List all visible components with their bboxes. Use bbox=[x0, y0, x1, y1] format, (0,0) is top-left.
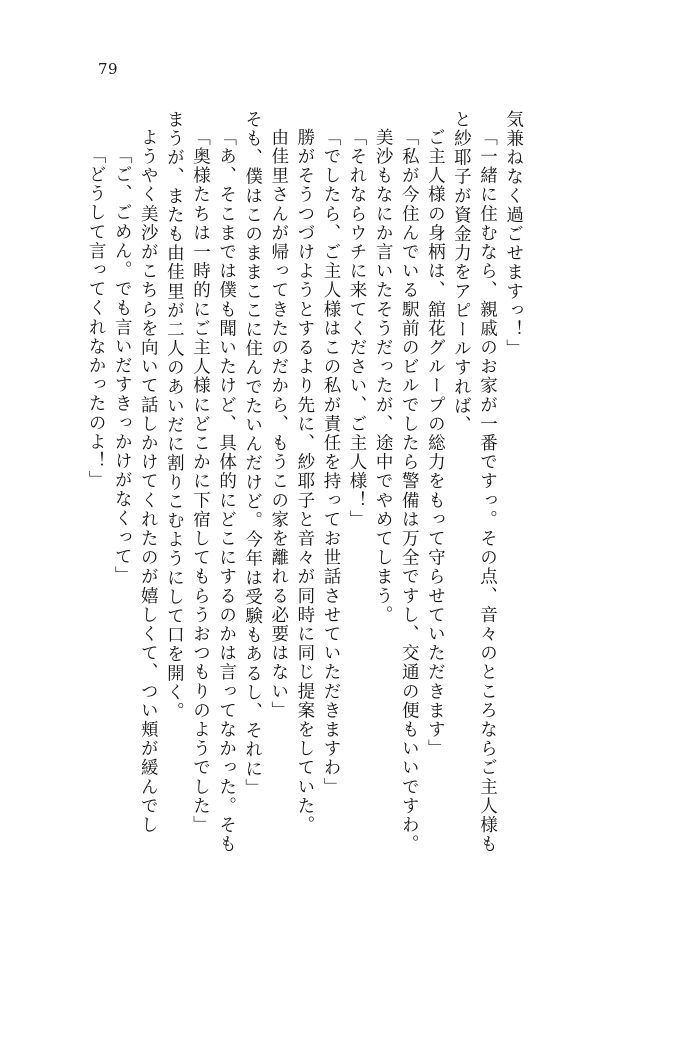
text-line: 「でしたら、ご主人様はこの私が責任を持ってお世話させていただきますわ」 bbox=[320, 128, 341, 797]
text-line: 「私が今住んでいる駅前のビルでしたら警備は万全ですし、交通の便もいいですわ。 bbox=[399, 128, 420, 854]
text-line: 「奥様たちは一時的にご主人様にどこかに下宿してもらうおつもりのようでした」 bbox=[190, 128, 211, 835]
text-line: 「ご、ごめん。でも言いだすきっかけがなくって」 bbox=[112, 146, 133, 586]
text-line: ご主人様の身柄は、舘花グループの総力をもって守らせていただきます」 bbox=[425, 128, 446, 759]
page-number: 79 bbox=[98, 60, 119, 78]
text-line: そも、僕はこのままここに住んでたいんだけど。今年は受験もあるし、それに」 bbox=[242, 110, 263, 798]
text-line: 「どうして言ってくれなかったのよ！」 bbox=[86, 146, 107, 490]
text-line: 「一緒に住むなら、親戚のお家が一番ですっ。その点、音々のところならご主人様も bbox=[477, 128, 498, 854]
text-line: ようやく美沙がこちらを向いて話しかけてくれたのが嬉しくて、つい頬が緩んでし bbox=[138, 128, 159, 835]
text-line: まうが、またも由佳里が二人のあいだに割りこむようにして口を開く。 bbox=[164, 110, 185, 722]
text-line: 勝がそうつづけようとするより先に、紗耶子と音々が同時に同じ提案をしていた。 bbox=[294, 128, 315, 835]
text-line: 気兼ねなく過ごせますっ！」 bbox=[503, 110, 524, 359]
vertical-text-block bbox=[78, 110, 638, 990]
text-line: 由佳里さんが帰ってきたのだから、もうこの家を離れる必要はない」 bbox=[268, 128, 289, 721]
text-line: 「それならウチに来てください、ご主人様！」 bbox=[347, 128, 368, 530]
text-line: と紗耶子が資金力をアピールすれば、 bbox=[451, 110, 472, 435]
text-line: 「あ、そこまでは僕も聞いたけど、具体的にどこにするのかは言ってなかった。そも bbox=[216, 128, 237, 854]
text-line: 美沙もなにか言いたそうだったが、途中でやめてしまう。 bbox=[373, 128, 394, 625]
